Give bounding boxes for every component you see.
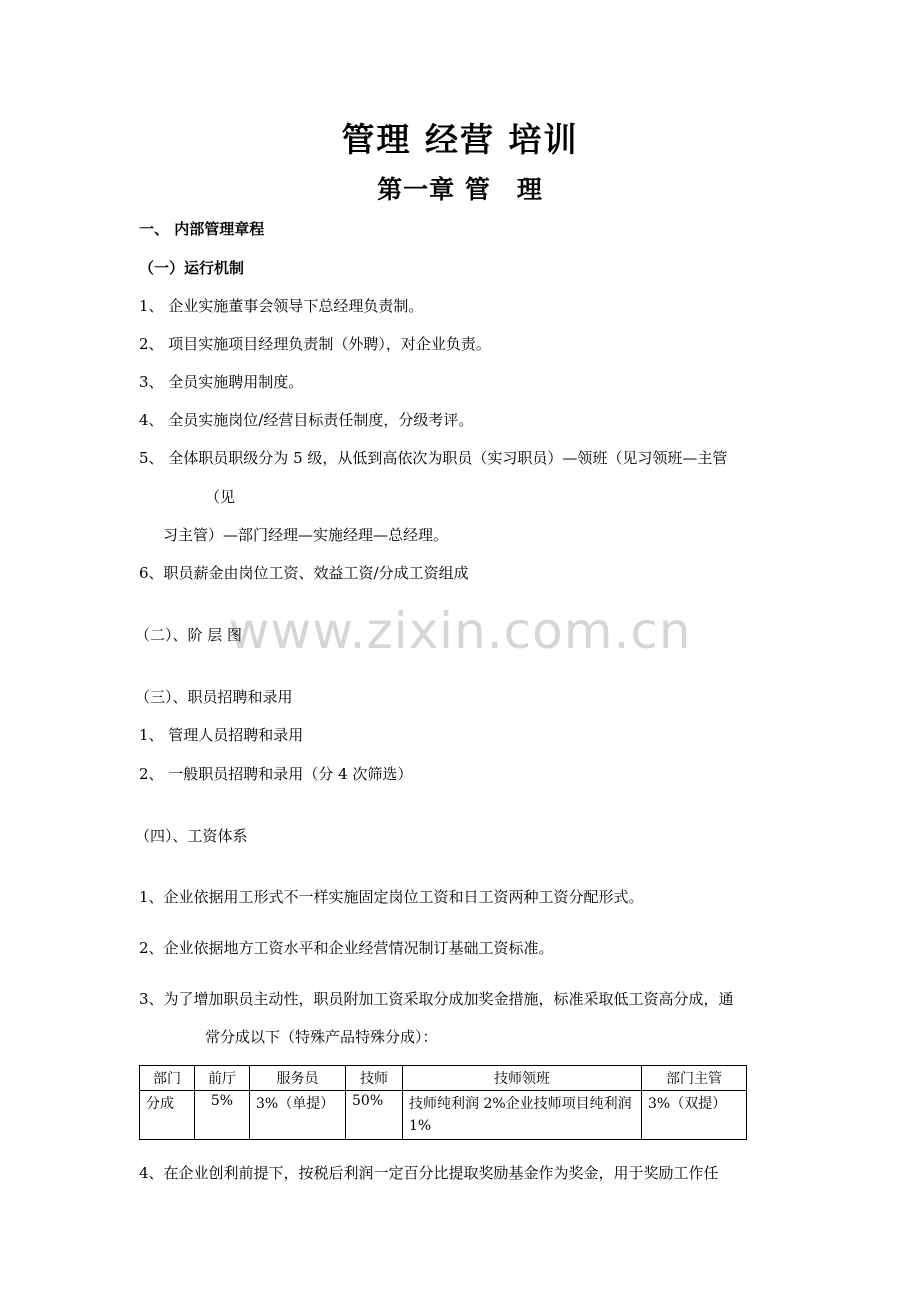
table-header-cell: 技师领班: [403, 1066, 642, 1091]
list-item: 1、 企业实施董事会领导下总经理负责制。: [139, 297, 424, 315]
chapter-heading: 第一章 管 理: [377, 175, 543, 204]
list-item: 1、企业依据用工形式不一样实施固定岗位工资和日工资两种工资分配形式。: [139, 888, 644, 906]
table-cell: 3%（双提）: [642, 1091, 747, 1140]
table-row: [140, 1091, 747, 1140]
list-item: 2、 项目实施项目经理负责制（外聘），对企业负责。: [139, 335, 491, 353]
table-header-cell: 部门主管: [642, 1066, 747, 1091]
table-cell: 分成: [140, 1091, 195, 1140]
commission-table: [139, 1065, 747, 1140]
table-header-cell: 前厅: [195, 1066, 250, 1091]
table-header-cell: 服务员: [250, 1066, 346, 1091]
list-item-continuation: （见: [205, 488, 236, 506]
table-cell: 5%: [195, 1091, 250, 1140]
subsection-heading: （四）、工资体系: [135, 827, 248, 845]
table-cell: 50%: [346, 1091, 403, 1140]
list-item: 4、 全员实施岗位/经营目标责任制度，分级考评。: [139, 411, 474, 429]
subsection-heading: （一）运行机制: [139, 259, 245, 277]
section-heading: 一、 内部管理章程: [139, 220, 265, 238]
list-item-continuation: 常分成以下（特殊产品特殊分成）：: [205, 1028, 438, 1046]
table-header-row: [140, 1066, 747, 1091]
list-item: 5、 全体职员职级分为 5 级，从低到高依次为职员（实习职员）—领班（见习领班—主管: [139, 449, 728, 467]
watermark: www.zixin.com.cn: [228, 602, 692, 660]
subsection-heading: （二）、阶 层 图: [135, 626, 243, 644]
list-item: 2、企业依据地方工资水平和企业经营情况制订基础工资标准。: [139, 939, 554, 957]
list-item: 4、在企业创利前提下，按税后利润一定百分比提取奖励基金作为奖金，用于奖励工作任: [139, 1164, 719, 1182]
list-item-continuation: 习主管）—部门经理—实施经理—总经理。: [163, 526, 449, 544]
list-item: 3、为了增加职员主动性，职员附加工资采取分成加奖金措施，标准采取低工资高分成，通: [139, 990, 734, 1008]
table-cell: 技师纯利润 2%企业技师项目纯利润 1%: [403, 1091, 642, 1140]
list-item: 3、 全员实施聘用制度。: [139, 373, 304, 391]
subsection-heading: （三）、职员招聘和录用: [135, 688, 293, 706]
table-header-cell: 部门: [140, 1066, 195, 1091]
table-cell: 3%（单提）: [250, 1091, 346, 1140]
list-item: 6、职员薪金由岗位工资、效益工资/分成工资组成: [139, 564, 469, 582]
table-header-cell: 技师: [346, 1066, 403, 1091]
list-item: 2、 一般职员招聘和录用（分 4 次筛选）: [139, 765, 413, 783]
list-item: 1、 管理人员招聘和录用: [139, 726, 304, 744]
document-title: 管理 经营 培训: [341, 120, 579, 159]
